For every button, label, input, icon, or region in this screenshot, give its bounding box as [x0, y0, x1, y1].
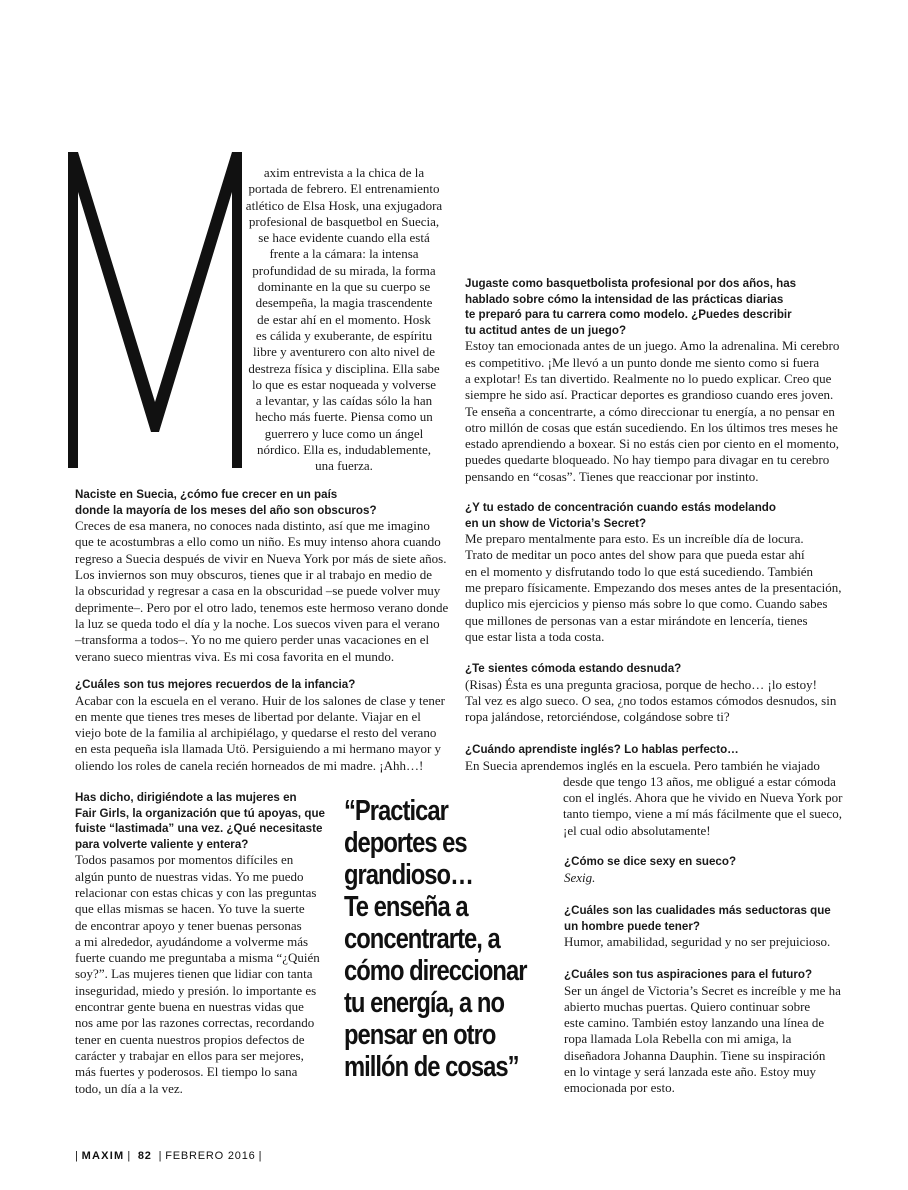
question: para volverte valiente y entera?: [75, 837, 249, 851]
question: ¿Te sientes cómoda estando desnuda?: [465, 662, 682, 675]
pull-quote-line: concentrarte, a: [344, 923, 500, 955]
footer-brand: MAXIM: [81, 1150, 125, 1162]
intro-line: desempeña, la magia trascendente: [255, 295, 433, 311]
question: un hombre puede tener?: [564, 919, 700, 933]
question: ¿Cuáles son tus aspiraciones para el futuro?: [564, 968, 813, 981]
question: Has dicho, dirigiéndote a las mujeres en: [75, 791, 297, 804]
intro-line: destreza física y disciplina. Ella sabe: [248, 360, 440, 376]
qa-block-infancia: [75, 677, 455, 774]
pull-quote-line: deportes es: [344, 827, 467, 859]
question: Naciste en Suecia, ¿cómo fue crecer en un país: [75, 488, 338, 501]
answer: En Suecia aprendemos inglés en la escuela. Pero también he viajado desde que tengo 13 años, me obligué a estar cómoda con el inglés. Ahora que he vivido en Nueva York por tanto tiempo, viene a mí más fácilmente que el sueco, ¡el cual odio absolutamente!: [465, 757, 843, 838]
pull-quote-line: cómo direccionar: [344, 955, 527, 987]
intro-line: guerrero y luce como un ángel: [264, 425, 424, 441]
intro-line: atlético de Elsa Hosk, una exjugadora: [245, 197, 443, 213]
question: ¿Cuándo aprendiste inglés? Lo hablas perfecto…: [465, 743, 739, 756]
drop-cap-m: [68, 152, 242, 468]
qa-block-basquetbol: [465, 276, 845, 485]
intro-line: frente a la cámara: la intensa: [269, 246, 419, 262]
footer-divider: |: [127, 1150, 132, 1162]
answer: Ser un ángel de Victoria’s Secret es increíble y me ha abierto muchas puertas. Quiero continuar sobre este camino. También estoy lanzando una línea de ropa llamada Lola Rebella con mi amiga, la diseñadora Johanna Dauphin. Tiene su inspiración en lo vintage y será lanzada este año. Estoy muy emocionada por esto.: [564, 982, 841, 1096]
intro-paragraph: [240, 165, 448, 475]
answer: Humor, amabilidad, seguridad y no ser prejuicioso.: [564, 934, 831, 950]
qa-block-desnuda: [465, 661, 845, 725]
question: fuiste “lastimada” una vez. ¿Qué necesitaste: [75, 822, 323, 836]
intro-line: lo que es estar noqueada y volverse: [251, 376, 437, 392]
question: ¿Cuáles son tus mejores recuerdos de la infancia?: [75, 678, 356, 691]
intro-line: profundidad de su mirada, la forma: [252, 262, 436, 278]
intro-line: axim entrevista a la chica de la: [263, 165, 425, 180]
intro-line: hecho más fuerte. Piensa como un: [255, 409, 433, 425]
answer: Todos pasamos por momentos difíciles en algún punto de nuestras vidas. Yo me puedo relacionar con estas chicas y con las preguntas que ellas mismas se hacen. Yo tuve la suerte de encontrar apoyo y tener buenas personas a mi alrededor, ayudándome a volverme más fuerte cuando me preguntaba a misma “¿Quién soy?”. Las mujeres tienen que lidiar con tanta inseguridad, miedo y presión. lo importante es encontrar gente buena en nuestras vidas que nos ame por las razones correctas, recordando tener en cuenta nuestros propios defectos de carácter y trabajar en ellos para ser mejores, más fuertes y poderosos. El tiempo lo sana todo, un día a la vez.: [75, 852, 320, 1096]
intro-line: profesional de basquetbol en Suecia,: [248, 213, 440, 229]
question: donde la mayoría de los meses del año son obscuros?: [75, 503, 377, 517]
intro-line: libre y aventurero con alto nivel de: [253, 344, 435, 360]
issue-date: FEBRERO 2016: [165, 1150, 256, 1162]
answer: Creces de esa manera, no conoces nada distinto, así que me imagino que te acostumbras a ello como un niño. Es muy intenso ahora cuando regreso a Suecia después de vivir en Nueva York por más de siete años. Los inviernos son muy obscuros, tienes que ir al trabajo en medio de la obscuridad y regresar a casa en la obscuridad –se puede volver muy deprimente–. Pero por el otro lado, tenemos este hermoso verano donde la luz se queda todo el día y la noche. Los suecos viven para el verano –transforma a todos–. Yo no me quiero perder unas vacaciones en el verano sueco mientras viva. Es mi cosa favorita en el mundo.: [75, 518, 449, 664]
intro-line: a levantar, y las caídas sólo la han: [255, 393, 433, 409]
pull-quote-line: millón de cosas”: [344, 1051, 519, 1083]
pull-quote-line: Te enseña a: [344, 891, 468, 923]
footer-divider: |: [158, 1150, 163, 1162]
intro-line: es cálida y exuberante, de espíritu: [255, 327, 433, 343]
page-footer: [72, 1150, 265, 1162]
qa-block-cualidades: [564, 903, 854, 950]
question: ¿Y tu estado de concentración cuando estás modelando: [465, 501, 776, 514]
question: tu actitud antes de un juego?: [465, 323, 627, 337]
answer: Estoy tan emocionada antes de un juego. Amo la adrenalina. Mi cerebro es competitivo. ¡Me llevó a un punto donde me siento como si fuera a explotar! Es tan divertido. Realmente no lo puedo explicar. Creo que siempre he sido así. Practicar deportes es grandioso cuando eres joven. Te enseña a concentrarte, a cómo direccionar tu energía, a no pensar en otro millón de cosas que están sucediendo. En los últimos tres meses he estado aprendiendo a boxear. Si no estás cien por ciento en el momento, puedes quedarte bloqueado. No hay tiempo para divagar en tu cerebro pensando en “cosas”. Tienes que reaccionar por instinto.: [465, 338, 840, 484]
question: ¿Cómo se dice sexy en sueco?: [564, 855, 737, 868]
question: ¿Cuáles son las cualidades más seductoras que: [564, 904, 831, 917]
qa-block-ingles: [465, 742, 845, 839]
answer: Acabar con la escuela en el verano. Huir de los salones de clase y tener en mente que tienes tres meses de libertad por delante. Viajar en el viejo bote de la familia al archipiélago, y quedarse el resto del verano en esta pequeña isla llamada Utö. Persiguiendo a mi hermano mayor y oliendo los roles de canela recién horneados de mi madre. ¡Ahh…!: [75, 692, 445, 773]
footer-divider: |: [258, 1150, 263, 1162]
question: te preparó para tu carrera como modelo. ¿Puedes describir: [465, 308, 792, 322]
intro-line: dominante en la que su cuerpo se: [257, 279, 431, 295]
qa-block-aspiraciones: [564, 967, 854, 1097]
pull-quote-line: tu energía, a no: [344, 987, 505, 1019]
intro-line: portada de febrero. El entrenamiento: [248, 181, 440, 197]
intro-line: una fuerza.: [315, 458, 373, 474]
question: en un show de Victoria’s Secret?: [465, 516, 647, 530]
question: hablado sobre cómo la intensidad de las prácticas diarias: [465, 292, 784, 306]
question: Jugaste como basquetbolista profesional por dos años, has: [465, 277, 797, 290]
answer: Me preparo mentalmente para esto. Es un increíble día de locura. Trato de meditar un poco antes del show para que pueda estar ahí en el momento y disfrutando todo lo que está sucediendo. También me preparo físicamente. Empezando dos meses antes de la presentación, duplico mis ejercicios y pienso más sobre lo que como. Cuando sabes que millones de personas van a estar mirándote en lencería, tienes que estar lista a toda costa.: [465, 531, 842, 644]
answer: Sexig.: [564, 869, 596, 885]
footer-divider: |: [75, 1150, 79, 1162]
qa-block-fair-girls: [75, 790, 325, 1097]
pull-quote-line: “Practicar: [344, 795, 448, 827]
pull-quote-line: grandioso…: [344, 859, 473, 891]
qa-block-suecia: [75, 487, 455, 665]
page-number: 82: [137, 1150, 152, 1162]
qa-block-sexy: [564, 854, 854, 886]
pull-quote-line: pensar en otro: [344, 1019, 496, 1051]
intro-line: nórdico. Ella es, indudablemente,: [256, 442, 431, 458]
question: Fair Girls, la organización que tú apoyas, que: [75, 806, 325, 820]
intro-line: de estar ahí en el momento. Hosk: [257, 311, 431, 327]
intro-line: se hace evidente cuando ella está: [258, 230, 430, 246]
answer: (Risas) Ésta es una pregunta graciosa, porque de hecho… ¡lo estoy! Tal vez es algo sueco. O sea, ¿no todos estamos cómodos desnudos, sin ropa jalándose, retorciéndose, colgándose sobre ti?: [465, 676, 837, 725]
qa-block-victorias-secret: [465, 500, 845, 645]
